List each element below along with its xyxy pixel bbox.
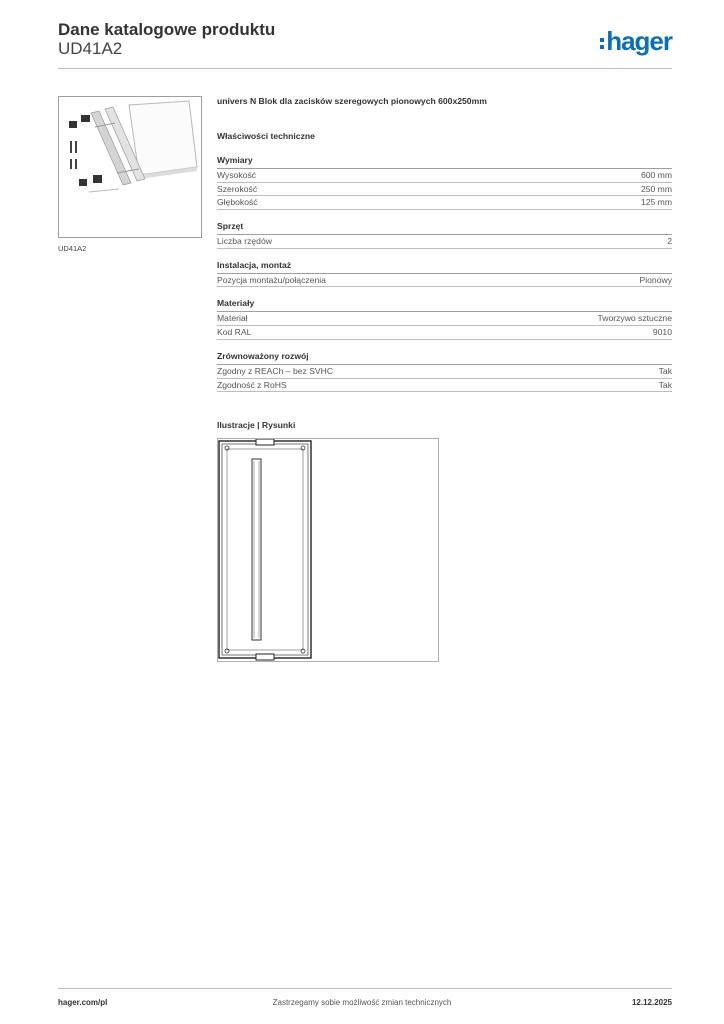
table-row xyxy=(217,274,672,288)
product-photo-icon xyxy=(59,97,201,237)
row-label: Szerokość xyxy=(217,183,258,194)
table-row xyxy=(217,235,672,249)
row-label: Materiał xyxy=(217,313,248,324)
row-value: Tak xyxy=(658,365,672,376)
photo-caption: UD41A2 xyxy=(58,244,87,253)
footer-divider xyxy=(58,988,672,989)
table-row xyxy=(217,169,672,183)
row-label: Zgodny z REACh – bez SVHC xyxy=(217,365,334,376)
section-equipment xyxy=(217,221,672,249)
row-label: Pozycja montażu/połączenia xyxy=(217,274,326,285)
header-divider xyxy=(58,68,672,69)
table-row xyxy=(217,312,672,326)
section-title: Instalacja, montaż xyxy=(217,260,672,274)
tech-properties xyxy=(217,96,672,403)
table-row xyxy=(217,379,672,393)
tech-properties-title: Właściwości techniczne xyxy=(217,131,315,141)
product-photo xyxy=(58,96,202,238)
logo-text: hager xyxy=(606,26,672,56)
row-value: 250 mm xyxy=(640,183,672,194)
page-header xyxy=(58,20,672,70)
section-installation xyxy=(217,260,672,288)
row-label: Liczba rzędów xyxy=(217,236,272,247)
table-row xyxy=(217,183,672,197)
row-label: Kod RAL xyxy=(217,327,252,338)
row-value: 9010 xyxy=(652,327,672,338)
illustrations-title: Ilustracje | Rysunki xyxy=(217,420,296,430)
row-label: Wysokość xyxy=(217,170,257,180)
section-materials xyxy=(217,298,672,339)
table-row xyxy=(217,365,672,379)
row-value: Tak xyxy=(658,379,672,390)
section-title: Zrównoważony rozwój xyxy=(217,351,672,365)
row-value: Tworzywo sztuczne xyxy=(597,313,672,324)
table-row xyxy=(217,326,672,340)
enclosure-drawing-icon xyxy=(218,439,438,661)
footer-date: 12.12.2025 xyxy=(631,998,672,1007)
footer-website-link[interactable]: hager.com/pl xyxy=(58,998,108,1007)
document-title: Dane katalogowe produktu xyxy=(58,20,276,39)
section-dimensions xyxy=(217,155,672,210)
table-row xyxy=(217,196,672,210)
logo-dots-icon xyxy=(600,38,604,49)
row-value: 125 mm xyxy=(640,197,672,208)
section-title: Wymiary xyxy=(217,155,672,169)
product-code: UD41A2 xyxy=(58,39,123,58)
row-label: Głębokość xyxy=(217,197,258,208)
product-description: univers N Blok dla zacisków szeregowych pionowych 600x250mm xyxy=(217,96,487,106)
hager-logo xyxy=(600,28,672,54)
row-value: Pionowy xyxy=(639,274,672,285)
technical-drawing xyxy=(217,438,439,662)
section-title: Sprzęt xyxy=(217,221,672,235)
section-title: Materiały xyxy=(217,298,672,312)
row-value: 600 mm xyxy=(640,170,672,180)
footer-disclaimer: Zastrzegamy sobie możliwość zmian technicznych xyxy=(272,998,452,1007)
row-label: Zgodność z RoHS xyxy=(217,379,287,390)
row-value: 2 xyxy=(667,236,672,247)
section-sustainability xyxy=(217,351,672,392)
